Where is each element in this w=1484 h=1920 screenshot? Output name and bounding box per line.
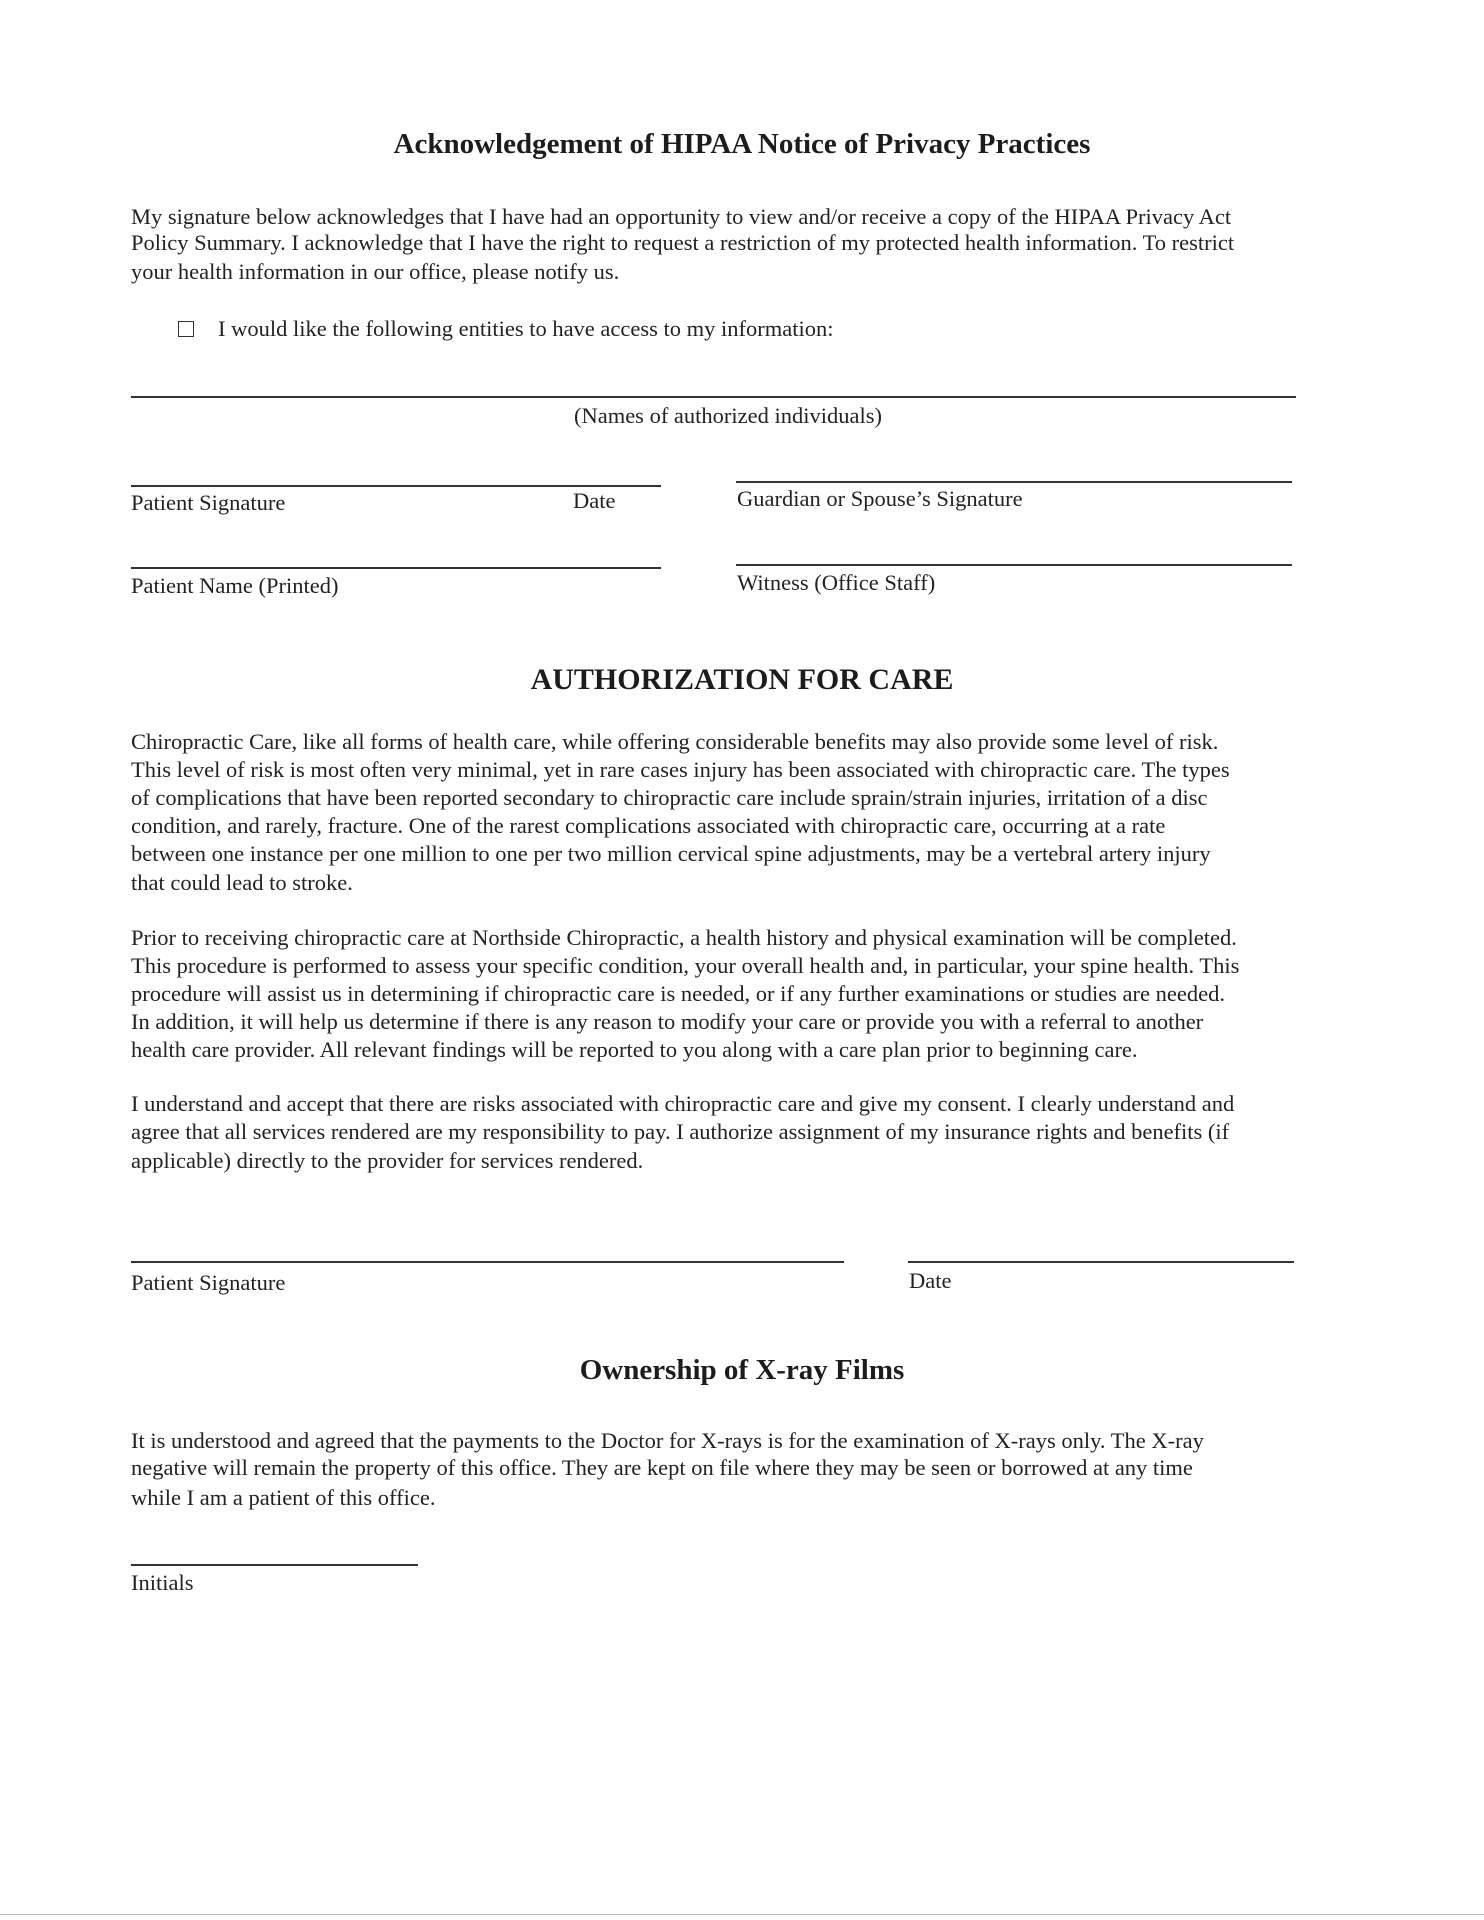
authorization-title: AUTHORIZATION FOR CARE [530,663,954,696]
date-label: Date [573,488,616,513]
patient-name-line[interactable] [131,567,661,569]
checkbox-label: I would like the following entities to have access to my information: [218,316,834,341]
patient-signature-label: Patient Signature [131,490,286,515]
paragraph-line: health care provider. All relevant findings will be reported to you along with a care plan prior to beginning care. [131,1037,1138,1062]
guardian-signature-label: Guardian or Spouse’s Signature [737,486,1023,511]
guardian-signature-line[interactable] [736,481,1292,483]
paragraph-line: procedure will assist us in determining if chiropractic care is needed, or if any further examinations or studies are needed. [131,981,1225,1006]
paragraph-line: In addition, it will help us determine if there is any reason to modify your care or provide you with a referral to another [131,1009,1204,1034]
access-checkbox[interactable] [178,321,194,337]
paragraph-line: negative will remain the property of this office. They are kept on file where they may be seen or borrowed at any time [131,1455,1193,1480]
witness-line[interactable] [736,564,1292,566]
paragraph-line: between one instance per one million to one per two million cervical spine adjustments, may be a vertebral artery injury [131,841,1211,866]
patient-name-label: Patient Name (Printed) [131,573,339,598]
paragraph-line: My signature below acknowledges that I have had an opportunity to view and/or receive a copy of the HIPAA Privacy Act [131,204,1232,229]
paragraph-line: Prior to receiving chiropractic care at Northside Chiropractic, a health history and physical examination will be completed. [131,925,1237,950]
paragraph-line: Chiropractic Care, like all forms of health care, while offering considerable benefits may also provide some level of risk. [131,729,1219,754]
paragraph-line: agree that all services rendered are my responsibility to pay. I authorize assignment of my insurance rights and benefits (if [131,1119,1230,1144]
initials-label: Initials [131,1570,194,1595]
scan-edge [0,1914,1484,1915]
authorization-signature-label: Patient Signature [131,1270,286,1295]
paragraph-line: Policy Summary. I acknowledge that I have the right to request a restriction of my protected health information. To restrict [131,230,1235,255]
paragraph-line: that could lead to stroke. [131,870,353,895]
paragraph-line: of complications that have been reported secondary to chiropractic care include sprain/strain injuries, irritation of a disc [131,785,1208,810]
authorization-date-label: Date [909,1268,952,1293]
paragraph-line: applicable) directly to the provider for services rendered. [131,1148,644,1173]
paragraph-line: I understand and accept that there are risks associated with chiropractic care and give my consent. I clearly understand and [131,1091,1235,1116]
names-caption: (Names of authorized individuals) [573,403,883,428]
initials-line[interactable] [131,1564,418,1566]
patient-signature-line[interactable] [131,485,661,487]
paragraph-line: your health information in our office, please notify us. [131,259,620,284]
names-line[interactable] [131,396,1296,398]
witness-label: Witness (Office Staff) [737,570,936,595]
paragraph-line: condition, and rarely, fracture. One of the rarest complications associated with chiropractic care, occurring at a rate [131,813,1166,838]
authorization-date-line[interactable] [908,1261,1294,1263]
paragraph-line: This level of risk is most often very minimal, yet in rare cases injury has been associated with chiropractic care. The types [131,757,1230,782]
authorization-signature-line[interactable] [131,1261,844,1263]
paragraph-line: This procedure is performed to assess your specific condition, your overall health and, in particular, your spine health. This [131,953,1240,978]
xray-title: Ownership of X-ray Films [579,1354,905,1386]
paragraph-line: while I am a patient of this office. [131,1485,436,1510]
paragraph-line: It is understood and agreed that the payments to the Doctor for X-rays is for the examination of X-rays only. The X-ray [131,1428,1204,1453]
hipaa-title: Acknowledgement of HIPAA Notice of Privacy Practices [393,128,1091,160]
